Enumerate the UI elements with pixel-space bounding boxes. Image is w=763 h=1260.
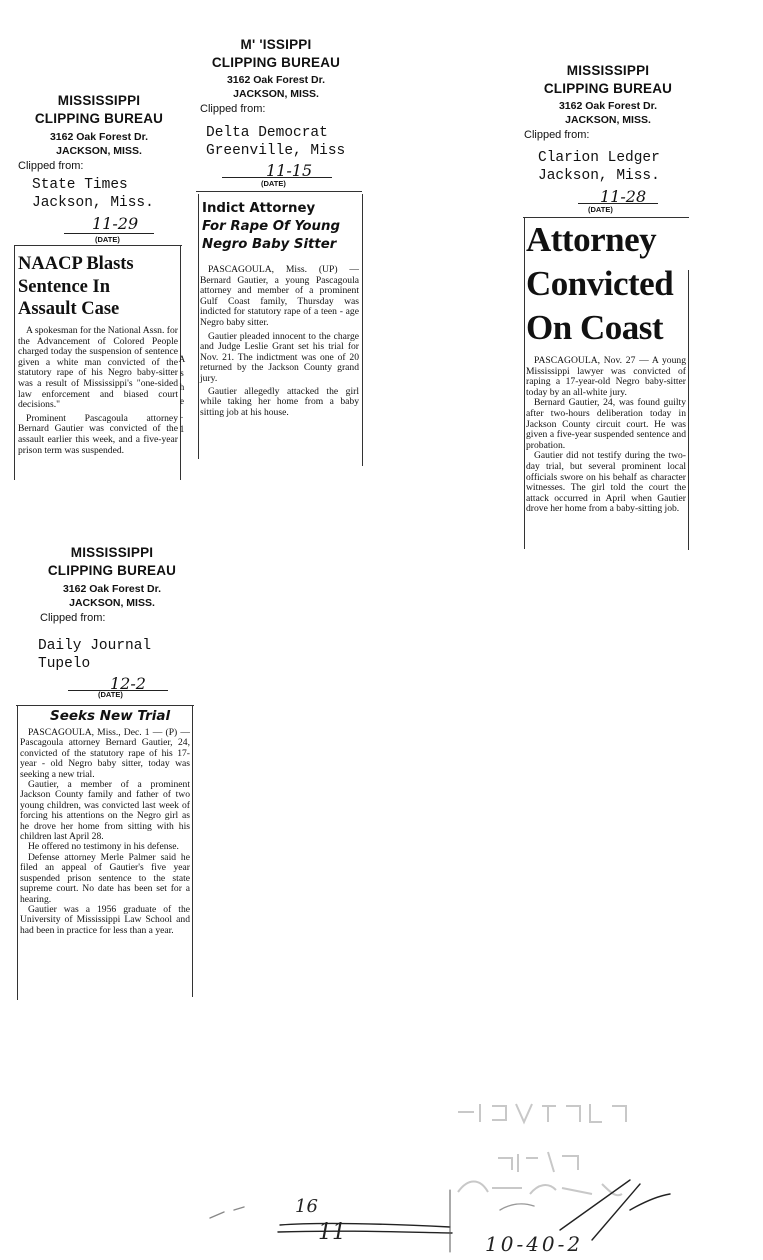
bureau-name-line1: MISSISSIPPI	[57, 93, 141, 108]
headline-line: On Coast	[526, 308, 663, 347]
clipped-from-label: Clipped from:	[200, 103, 266, 115]
article-body	[18, 326, 178, 456]
bureau-address-street: 3162 Oak Forest Dr.	[226, 74, 326, 86]
date-label: (DATE)	[588, 205, 613, 214]
source-newspaper: Clarion Ledger	[538, 150, 660, 166]
date-handwritten: 12-2	[110, 674, 146, 693]
headline	[18, 253, 134, 321]
clipping-daily-journal	[14, 542, 204, 1012]
clipping-state-times	[14, 90, 184, 490]
handwritten-note-1: 16	[295, 1196, 318, 1217]
source-newspaper: Delta Democrat	[206, 125, 328, 141]
date-underline	[222, 177, 332, 178]
article-paragraph: Prominent Pascagoula attorney Bernard Gautier was convicted of the assault earlier this week, and a five-year prison term was suspended.	[18, 412, 178, 456]
article-paragraph: Gautier was a 1956 graduate of the University of Mississippi Law School and had been in practice for less than a year.	[20, 903, 190, 936]
source-city: Jackson, Miss.	[538, 168, 660, 185]
date-handwritten: 11-29	[92, 214, 139, 233]
article-paragraph: Gautier did not testify during the two-day trial, but several prominent local officials swore on his behalf as character witnesses. The girl told the court the attack occurred in April when Gautier drove her home from a baby-sitting job.	[526, 450, 686, 515]
clipped-from-label: Clipped from:	[18, 160, 84, 172]
article-body	[20, 728, 190, 936]
article-paragraph: PASCAGOULA, Miss., Dec. 1 — (P) — Pascagoula attorney Bernard Gautier, 24, convicted of the statutory rape of his 17-year - old Negro baby sitter, today was seeking a new trial.	[20, 727, 190, 780]
clipping-top-edge	[16, 705, 194, 706]
article-paragraph: Gautier allegedly attacked the girl while taking her home from a baby sitting job at his house.	[200, 385, 359, 418]
bureau-address-city: JACKSON, MISS.	[69, 597, 155, 610]
date-handwritten: 11-15	[266, 161, 313, 180]
clipping-top-edge	[196, 191, 362, 192]
source-newspaper: State Times	[32, 177, 128, 193]
article-paragraph: PASCAGOULA, Nov. 27 — A young Mississippi lawyer was convicted of raping a 17-year-old Negro baby-sitter today by an all-white jury.	[526, 355, 686, 398]
article-paragraph: Defense attorney Merle Palmer said he filed an appeal of Gautier's five year suspended prison sentence to the state supreme court. No date has been set for a hearing.	[20, 851, 190, 905]
bureau-name-line2: CLIPPING BUREAU	[34, 110, 164, 126]
clipped-from-label: Clipped from:	[40, 612, 106, 624]
date-underline	[64, 233, 154, 234]
source-newspaper: Daily Journal	[38, 638, 152, 654]
bureau-address-street: 3162 Oak Forest Dr.	[62, 583, 162, 595]
headline	[50, 708, 170, 724]
article-body	[200, 265, 359, 418]
clipped-from-label: Clipped from:	[524, 129, 590, 141]
headline-line: Indict Attorney	[202, 201, 316, 216]
bureau-address-street: 3162 Oak Forest Dr.	[49, 131, 149, 143]
bureau-name-line2: CLIPPING BUREAU	[543, 80, 673, 96]
clipping-clarion-ledger	[518, 60, 698, 560]
headline-line: NAACP Blasts	[18, 254, 134, 274]
bureau-address-street: 3162 Oak Forest Dr.	[558, 100, 658, 112]
bureau-name-line1: M' 'ISSIPPI	[240, 37, 312, 52]
headline-line: Attorney	[526, 220, 657, 259]
clipping-left-edge	[524, 217, 525, 549]
date-handwritten: 11-28	[600, 187, 647, 206]
clipping-left-edge	[198, 194, 199, 459]
source-city: Jackson, Miss.	[32, 195, 154, 212]
bureau-address-city: JACKSON, MISS.	[233, 88, 319, 101]
source-city: Greenville, Miss	[206, 143, 346, 160]
clipping-left-edge	[17, 705, 18, 1000]
headline-line: Sentence In	[18, 276, 110, 297]
date-underline	[578, 203, 658, 204]
article-body	[526, 356, 686, 515]
headline-line: For Rape Of Young	[202, 219, 340, 234]
bottom-handwriting	[200, 1170, 720, 1260]
article-paragraph: Gautier, a member of a prominent Jackson County family and father of two young children, was convicted last week of forcing his attentions on the Negro girl as he drove her home from sitting with his children last April 28.	[20, 779, 190, 843]
clipping-right-edge	[688, 270, 689, 550]
clipping-delta-democrat	[178, 34, 366, 474]
headline-line: Seeks New Trial	[50, 708, 171, 724]
article-paragraph: Bernard Gautier, 24, was found guilty after two-hours deliberation today in Jackson County circuit court. He was given a five-year suspended sentence and probation.	[526, 397, 686, 451]
bureau-name-line2: CLIPPING BUREAU	[47, 562, 177, 578]
article-paragraph: A spokesman for the National Assn. for the Advancement of Colored People charged today the suspension of sentence given a white man convicted of the statutory rape of his Negro baby-sitter was a result of Mississippi's "one-sided law enforcement and biased court decisions."	[18, 325, 178, 411]
handwritten-file-number: 10-40-2	[485, 1232, 584, 1256]
headline	[526, 218, 673, 350]
date-label: (DATE)	[98, 690, 123, 699]
headline-line: Convicted	[526, 264, 674, 303]
handwritten-note-2: 11	[318, 1220, 346, 1245]
clipping-top-edge	[14, 245, 182, 246]
bureau-name-line1: MISSISSIPPI	[70, 545, 154, 560]
handwritten-marks	[200, 1170, 720, 1260]
date-label: (DATE)	[261, 179, 286, 188]
headline-line: Negro Baby Sitter	[202, 237, 337, 252]
clipping-left-edge	[14, 245, 15, 480]
article-paragraph: Gautier pleaded innocent to the charge and Judge Leslie Grant set his trial for Nov. 21. The indictment was one of 20 returned by the Jackson County grand jury.	[200, 330, 359, 384]
bureau-name-line2: CLIPPING BUREAU	[211, 54, 341, 70]
bureau-address-city: JACKSON, MISS.	[56, 145, 142, 158]
article-paragraph: PASCAGOULA, Miss. (UP) — Bernard Gautier, a young Pascagoula attorney and member of a prominent Gulf Coast family, Thursday was indicted for statutory rape of a teen - age Negro baby sitter.	[200, 264, 359, 328]
headline	[202, 200, 340, 254]
bureau-address-city: JACKSON, MISS.	[565, 114, 651, 127]
source-city: Tupelo	[38, 656, 91, 673]
clipping-right-edge	[362, 194, 363, 466]
margin-fragment: A s h e . 1	[178, 354, 186, 434]
clipping-right-edge	[192, 705, 193, 997]
date-label: (DATE)	[95, 235, 120, 244]
article-paragraph: He offered no testimony in his defense.	[28, 841, 179, 853]
headline-line: Assault Case	[18, 299, 120, 319]
bureau-name-line1: MISSISSIPPI	[566, 63, 650, 78]
